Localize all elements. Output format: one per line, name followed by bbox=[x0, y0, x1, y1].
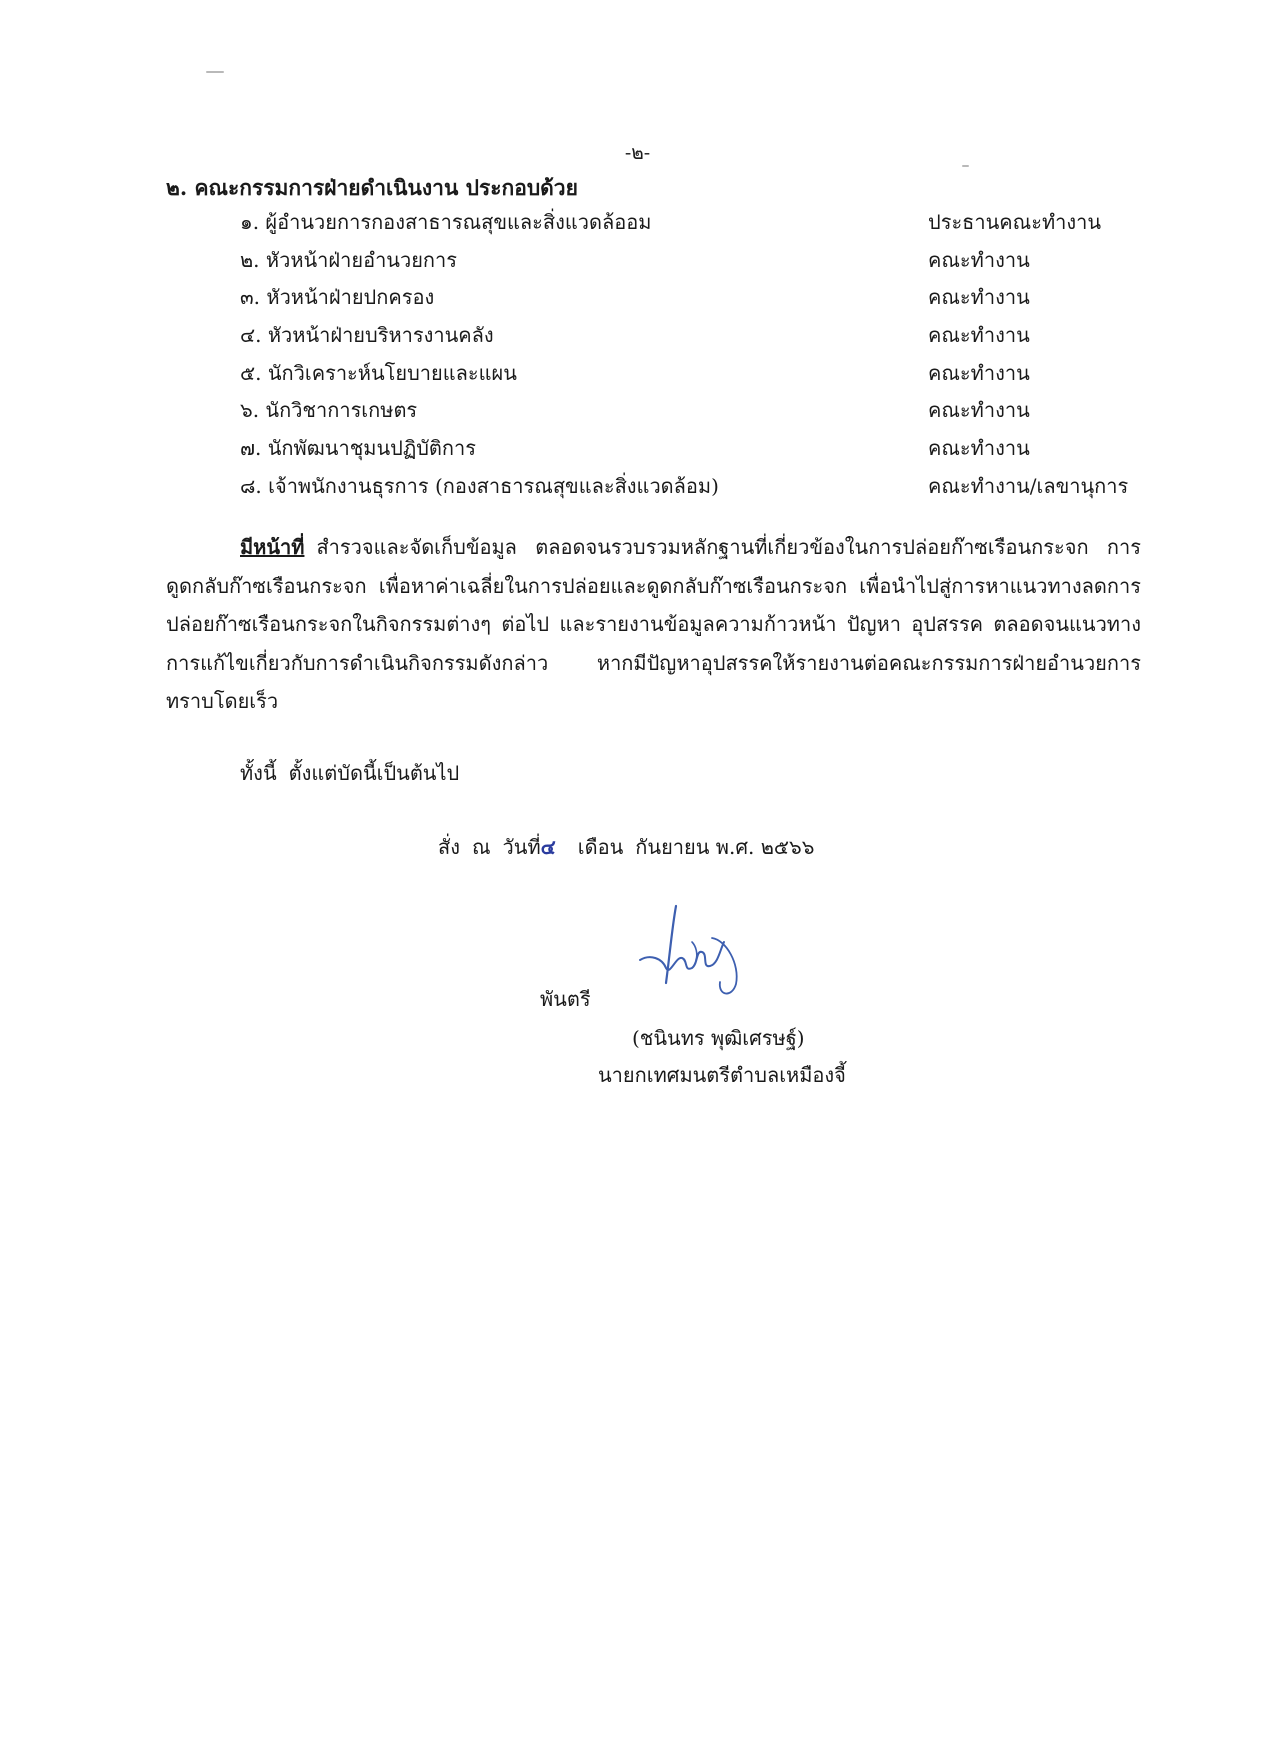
member-name: ๑. ผู้อำนวยการกองสาธารณสุขและสิ่งแวดล้ออม bbox=[240, 210, 652, 234]
member-row bbox=[240, 470, 1140, 508]
order-word: สั่ง bbox=[438, 835, 460, 859]
member-row bbox=[240, 357, 1140, 395]
member-name: ๒. หัวหน้าฝ่ายอำนวยการ bbox=[240, 247, 458, 272]
member-name: ๕. นักวิเคราะห์นโยบายและแผน bbox=[240, 360, 517, 385]
signer-rank: พันตรี bbox=[540, 987, 591, 1011]
member-role: คณะทำงาน/เลขานุการ bbox=[928, 473, 1129, 498]
signer-title: นายกเทศมนตรีตำบลเหมืองจี้ bbox=[598, 1063, 846, 1087]
month-label: เดือน bbox=[577, 835, 624, 859]
member-name: ๘. เจ้าพนักงานธุรการ (กองสาธารณสุขและสิ่งแวดล้อม) bbox=[240, 473, 719, 498]
at-word: ณ bbox=[471, 835, 491, 859]
member-role: คณะทำงาน bbox=[928, 436, 1030, 461]
member-role: คณะทำงาน bbox=[928, 247, 1030, 272]
order-day: ๔ bbox=[540, 835, 556, 859]
duty-paragraph bbox=[166, 528, 1141, 721]
duty-text: สำรวจและจัดเก็บข้อมูล ตลอดจนรวบรวมหลักฐานที่เกี่ยวข้องในการปล่อยก๊าซเรือนกระจก การดูดกลับก๊าซเรือนกระจก เพื่อหาค่าเฉลี่ยในการปล่อยและดูดกลับก๊าซเรือนกระจก เพื่อนำไปสู่การหาแนวทางลดการปล่อยก๊าซเรือนกระจกในกิจกรรมต่างๆ ต่อไป และรายงานข้อมูลความก้าวหน้า ปัญหา อุปสรรค ตลอดจนแนวทางการแก้ไขเกี่ยวกับการดำเนินกิจกรรมดังกล่าว หากมีปัญหาอุปสรรคให้รายงานต่อคณะกรรมการฝ่ายอำนวยการทราบโดยเร็ว bbox=[166, 535, 1141, 713]
order-date bbox=[438, 831, 814, 863]
member-role: คณะทำงาน bbox=[928, 285, 1030, 310]
effective-prefix: ทั้งนี้ bbox=[240, 761, 277, 785]
member-row bbox=[240, 432, 1140, 470]
member-row bbox=[240, 206, 1140, 244]
day-label: วันที่ bbox=[502, 835, 541, 859]
member-name: ๓. หัวหน้าฝ่ายปกครอง bbox=[240, 285, 435, 310]
duty-label: มีหน้าที่ bbox=[240, 535, 305, 559]
scan-speck bbox=[206, 71, 224, 73]
member-row bbox=[240, 394, 1140, 432]
member-name: ๔. หัวหน้าฝ่ายบริหารงานคลัง bbox=[240, 323, 494, 348]
effective-statement bbox=[240, 757, 459, 789]
member-row bbox=[240, 281, 1140, 319]
member-role: คณะทำงาน bbox=[928, 398, 1030, 423]
month-year: กันยายน พ.ศ. ๒๕๖๖ bbox=[635, 835, 815, 859]
member-role: ประธานคณะทำงาน bbox=[928, 210, 1102, 234]
signer-name: (ชนินทร พุฒิเศรษฐ์) bbox=[632, 1026, 805, 1050]
member-name: ๗. นักพัฒนาชุมนปฏิบัติการ bbox=[240, 436, 477, 461]
member-row bbox=[240, 244, 1140, 282]
member-role: คณะทำงาน bbox=[928, 360, 1030, 385]
section-heading: ๒. คณะกรรมการฝ่ายดำเนินงาน ประกอบด้วย bbox=[166, 175, 578, 200]
member-row bbox=[240, 319, 1140, 357]
member-name: ๖. นักวิชาการเกษตร bbox=[240, 398, 418, 423]
member-list bbox=[240, 206, 1140, 508]
signature-mark bbox=[636, 898, 756, 1008]
member-role: คณะทำงาน bbox=[928, 323, 1030, 348]
page-number: -๒- bbox=[624, 142, 651, 164]
effective-text: ตั้งแต่บัดนี้เป็นต้นไป bbox=[288, 761, 460, 785]
